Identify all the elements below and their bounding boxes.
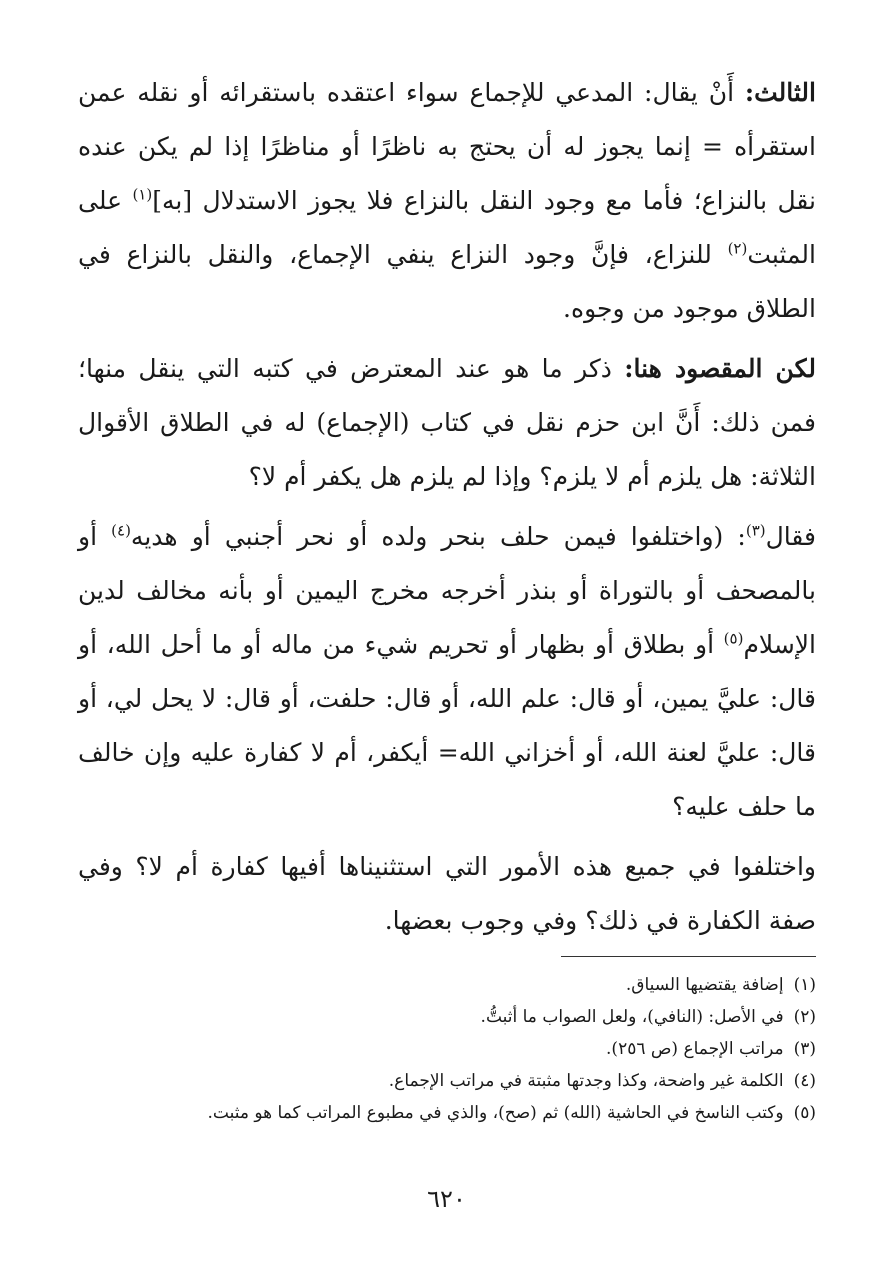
footnote-item (78, 1097, 816, 1129)
footnote-text: في الأصل: (النافي)، ولعل الصواب ما أثبتُّ. (480, 1007, 784, 1027)
page-number: ٦٢٠ (427, 1185, 466, 1213)
paragraph-text: للنزاع، فإنَّ وجود النزاع ينفي الإجماع، والنقل بالنزاع في الطلاق موجود من وجوه. (78, 240, 816, 323)
paragraph-text: : (واختلفوا فيمن حلف بنحر ولده أو نحر أجنبي أو هديه (130, 522, 746, 551)
footnote-reference[interactable]: (٤) (111, 521, 131, 540)
footnote-item (78, 1001, 816, 1033)
footnote-reference[interactable]: (٢) (727, 239, 748, 258)
footnote-list (78, 969, 816, 1129)
paragraph-text: أو بالمصحف أو بالتوراة أو بنذر أخرجه مخرج اليمين أو بأنه مخالف لدين الإسلام (78, 522, 816, 659)
footnote-reference[interactable]: (١) (132, 185, 153, 204)
footnote-number: (١) (793, 975, 816, 995)
footnote-reference[interactable]: (٥) (723, 629, 744, 648)
footnote-number: (٤) (793, 1071, 816, 1091)
footnote-divider (561, 956, 816, 957)
paragraph-text: أَنْ يقال: المدعي للإجماع سواء اعتقده باستقرائه أو نقله عمن استقرأه = إنما يجوز له أن يحتج به ناظرًا أو مناظرًا إذا لم يكن عنده نقل بالنزاع؛ فأما مع وجود النقل بالنزاع فلا يجوز الاستدلال [به] (78, 78, 816, 215)
paragraph-text: أو بطلاق أو بظهار أو تحريم شيء من ماله أو ما أحل الله، أو قال: عليَّ يمين، أو قال: علم الله، أو قال: حلفت، أو قال: لا يحل لي، أو قال: عليَّ لعنة الله، أو أخزاني الله= أيكفر، أم لا كفارة عليه وإن خالف ما حلف عليه؟ (78, 630, 816, 821)
footnote-number: (٥) (793, 1103, 816, 1123)
paragraph-third-argument (78, 66, 816, 336)
paragraph-text: على المثبت (78, 186, 816, 269)
page-body (78, 66, 816, 948)
paragraph-text: فقال (765, 522, 817, 551)
footnote-item (78, 1065, 816, 1097)
footnote-reference[interactable]: (٣) (745, 521, 766, 540)
paragraph-text: ذكر ما هو عند المعترض في كتبه التي ينقل منها؛ فمن ذلك: أَنَّ ابن حزم نقل في كتاب (الإجماع) له في الطلاق الأقوال الثلاثة: هل يلزم أم لا يلزم؟ وإذا لم يلزم هل يكفر أم لا؟ (78, 354, 816, 491)
footnote-text: الكلمة غير واضحة، وكذا وجدتها مثبتة في مراتب الإجماع. (388, 1071, 784, 1091)
paragraph-text: واختلفوا في جميع هذه الأمور التي استثنيناها أفيها كفارة أم لا؟ وفي صفة الكفارة في ذلك؟ وفي وجوب بعضها. (78, 852, 816, 935)
paragraph-quotation (78, 510, 816, 834)
paragraph-lead-word: الثالث: (744, 78, 816, 107)
paragraph-lead-word: لكن المقصود هنا: (624, 354, 817, 383)
footnote-item (78, 1033, 816, 1065)
paragraph-intended-point (78, 342, 816, 504)
footnote-item (78, 969, 816, 1001)
footnote-number: (٢) (793, 1007, 816, 1027)
footnote-text: وكتب الناسخ في الحاشية (الله) ثم (صح)، والذي في مطبوع المراتب كما هو مثبت. (207, 1103, 784, 1123)
paragraph-disagreement (78, 840, 816, 948)
footnote-text: مراتب الإجماع (ص ٢٥٦). (606, 1039, 784, 1059)
footnote-number: (٣) (793, 1039, 816, 1059)
footnote-text: إضافة يقتضيها السياق. (625, 975, 784, 995)
